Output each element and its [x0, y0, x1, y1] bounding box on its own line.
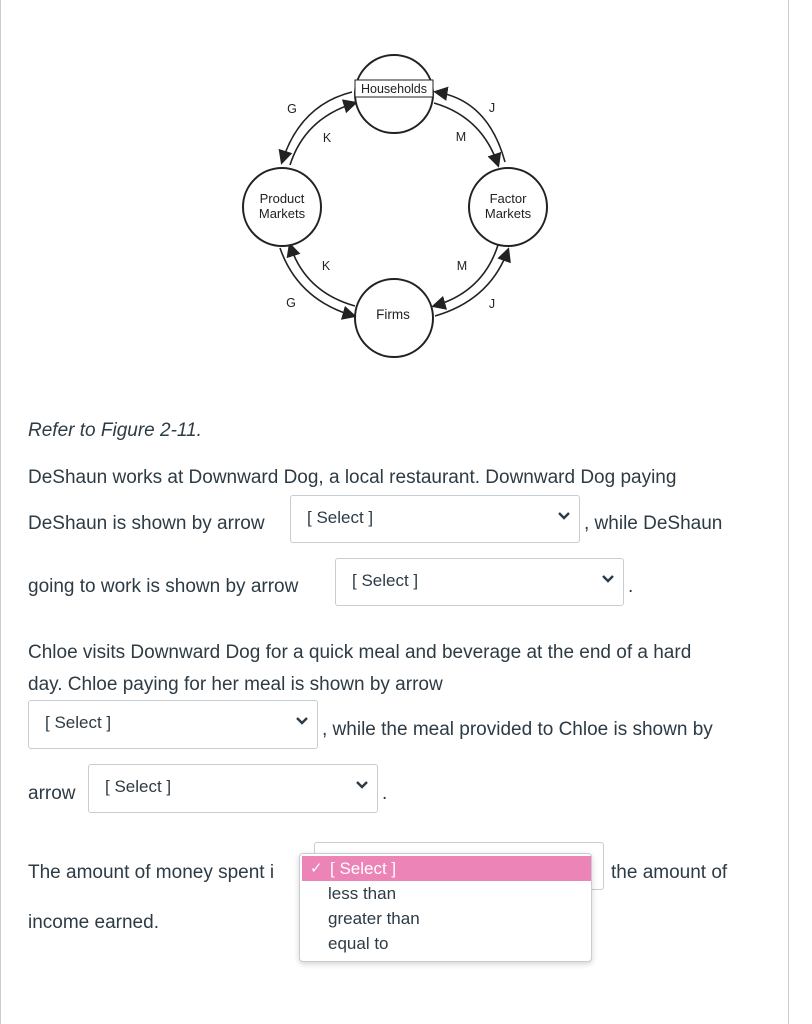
select-value: [ Select ]	[45, 713, 112, 732]
paragraph1-line2b: , while DeShaun	[584, 513, 723, 534]
firms-label: Firms	[376, 307, 410, 322]
select-value: [ Select ]	[105, 777, 172, 796]
dropdown-option-select[interactable]: ✓ [ Select ]	[302, 856, 591, 881]
arrow-K-bottom	[290, 245, 355, 306]
label-M-bottom: M	[456, 259, 468, 273]
checkmark-icon: ✓	[310, 860, 323, 877]
product-markets-label-2: Markets	[258, 206, 306, 221]
paragraph2-line2: day. Chloe paying for her meal is shown by arrow	[28, 674, 443, 695]
chevron-down-icon	[295, 714, 309, 728]
dropdown-option-less-than[interactable]: less than	[328, 884, 397, 903]
paragraph1-line3b: .	[628, 576, 634, 597]
arrow-J-bottom	[435, 250, 508, 316]
chevron-down-icon	[601, 572, 615, 586]
select-chloe-payment[interactable]	[28, 700, 318, 749]
paragraph1-line2a: DeShaun is shown by arrow	[28, 513, 265, 534]
label-M-top: M	[455, 130, 467, 144]
figure-reference: Refer to Figure 2-11.	[28, 420, 202, 441]
factor-markets-label-1: Factor	[489, 191, 527, 206]
select-chloe-meal[interactable]	[88, 764, 378, 813]
dropdown-listbox[interactable]	[299, 853, 592, 962]
select-value: [ Select ]	[307, 508, 374, 527]
paragraph2-line3b: , while the meal provided to Chloe is shown by	[322, 719, 713, 740]
chevron-down-icon	[557, 509, 571, 523]
paragraph3-line1a: The amount of money spent i	[28, 862, 275, 883]
label-K-top: K	[322, 131, 332, 145]
factor-markets-label-2: Markets	[484, 206, 532, 221]
dropdown-option-greater-than[interactable]: greater than	[328, 909, 420, 928]
label-G-bottom: G	[286, 296, 296, 310]
circular-flow-diagram	[0, 0, 812, 400]
households-label: Households	[360, 82, 428, 96]
dropdown-option-equal-to[interactable]: equal to	[328, 934, 389, 953]
paragraph2-line1: Chloe visits Downward Dog for a quick meal and beverage at the end of a hard	[28, 642, 692, 663]
label-J-bottom: J	[488, 297, 496, 311]
select-value: [ Select ]	[352, 571, 419, 590]
product-markets-label-1: Product	[259, 191, 305, 206]
label-G-top: G	[287, 102, 297, 116]
paragraph3-line1b: the amount of	[611, 862, 728, 883]
paragraph1-line3a: going to work is shown by arrow	[28, 576, 299, 597]
paragraph2-line4b: .	[382, 783, 388, 804]
label-K-bottom: K	[321, 259, 331, 273]
label-J-top: J	[488, 101, 496, 115]
paragraph2-line4a: arrow	[28, 783, 76, 804]
chevron-down-icon	[355, 778, 369, 792]
paragraph1-line1: DeShaun works at Downward Dog, a local restaurant. Downward Dog paying	[28, 467, 677, 488]
paragraph3-line2: income earned.	[28, 912, 159, 933]
select-deshaun-work[interactable]	[335, 558, 624, 606]
select-payment-deshaun[interactable]	[290, 495, 580, 543]
